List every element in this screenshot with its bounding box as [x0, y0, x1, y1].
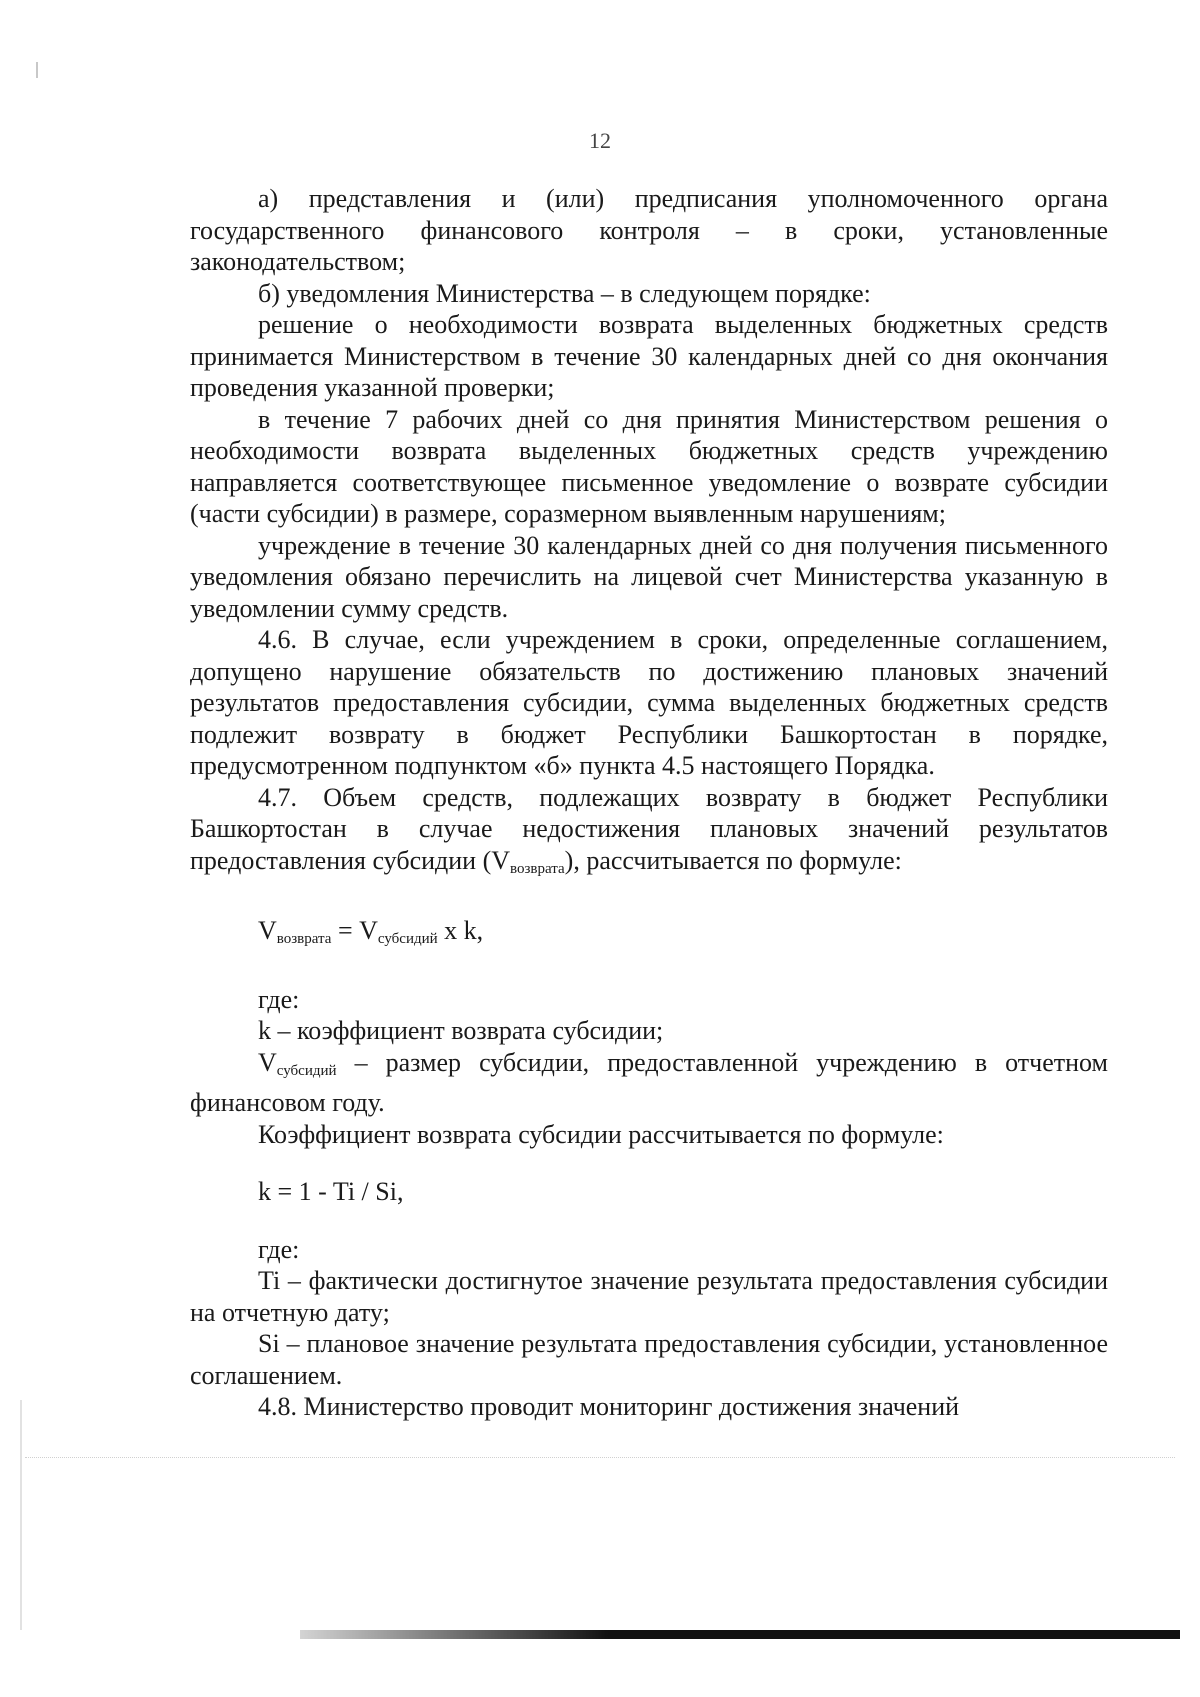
v-definition: [190, 1047, 1108, 1119]
paragraph-b: б) уведомления Министерства – в следующем порядке:: [258, 278, 871, 308]
where-label: где:: [258, 1234, 300, 1264]
where-label: где:: [258, 984, 300, 1014]
formula-var: V: [258, 916, 277, 945]
paragraph-4-7: [190, 782, 1108, 886]
text: 4.7. Объем средств, подлежащих возврату в бюджет Республики Башкортостан в случае недостижения плановых значений результатов предоставления субсидии (V: [190, 782, 1108, 875]
subscript: возврата: [276, 931, 332, 947]
paragraph-4-6: 4.6. В случае, если учреждением в сроки, определенные соглашением, допущено нарушение обязательств по достижению плановых значений результатов предоставления субсидии, сумма выделенных бюджетных средств подлежит возврату в бюджет Республики Башкортостан в порядке, предусмотренном подпунктом «б» пункта 4.5 настоящего Порядка.: [190, 625, 1108, 780]
subscript: субсидий: [377, 931, 438, 947]
formula-tail: x k,: [437, 916, 484, 945]
formula-var: V: [258, 1047, 277, 1077]
si-definition: Si – плановое значение результата предоставления субсидии, установленное соглашением.: [190, 1329, 1108, 1390]
formula-return-volume: [190, 915, 1108, 956]
scan-artifact-line: [25, 1457, 1175, 1458]
coefficient-intro: Коэффициент возврата субсидии рассчитывается по формуле:: [258, 1119, 944, 1149]
text: – размер субсидии, предоставленной учреждению в отчетном финансовом году.: [190, 1047, 1108, 1117]
paragraph-transfer: учреждение в течение 30 календарных дней со дня получения письменного уведомления обязано перечислить на лицевой счет Министерства указанную в уведомлении сумму средств.: [190, 530, 1108, 623]
page-number: 12: [589, 128, 611, 153]
text: ), рассчитывается по формуле:: [564, 845, 902, 875]
paragraph-4-8: 4.8. Министерство проводит мониторинг достижения значений: [258, 1392, 960, 1421]
scan-edge-mark: [36, 62, 38, 78]
document-body: [190, 183, 1108, 1423]
subscript: субсидий: [276, 1062, 337, 1079]
formula-coefficient: k = 1 - Ti / Si,: [258, 1177, 404, 1206]
paragraph-decision: решение о необходимости возврата выделенных бюджетных средств принимается Министерством в течение 30 календарных дней со дня окончания проведения указанной проверки;: [190, 310, 1108, 402]
formula-eq: = V: [331, 916, 378, 945]
scan-bottom-bar: [300, 1630, 1180, 1639]
paragraph-notification: в течение 7 рабочих дней со дня принятия Министерством решения о необходимости возврата выделенных бюджетных средств учреждению направляется соответствующее письменное уведомление о возврате субсидии (части субсидии) в размере, соразмерном выявленным нарушениям;: [190, 404, 1108, 528]
k-definition: k – коэффициент возврата субсидии;: [258, 1016, 664, 1045]
subscript: возврата: [510, 860, 565, 877]
paragraph-a: а) представления и (или) предписания уполномоченного органа государственного финансового контроля – в сроки, установленные законодательством;: [190, 184, 1108, 276]
ti-definition: Ti – фактически достигнутое значение результата предоставления субсидии на отчетную дату;: [190, 1266, 1108, 1327]
scan-edge-mark: [20, 1400, 22, 1630]
